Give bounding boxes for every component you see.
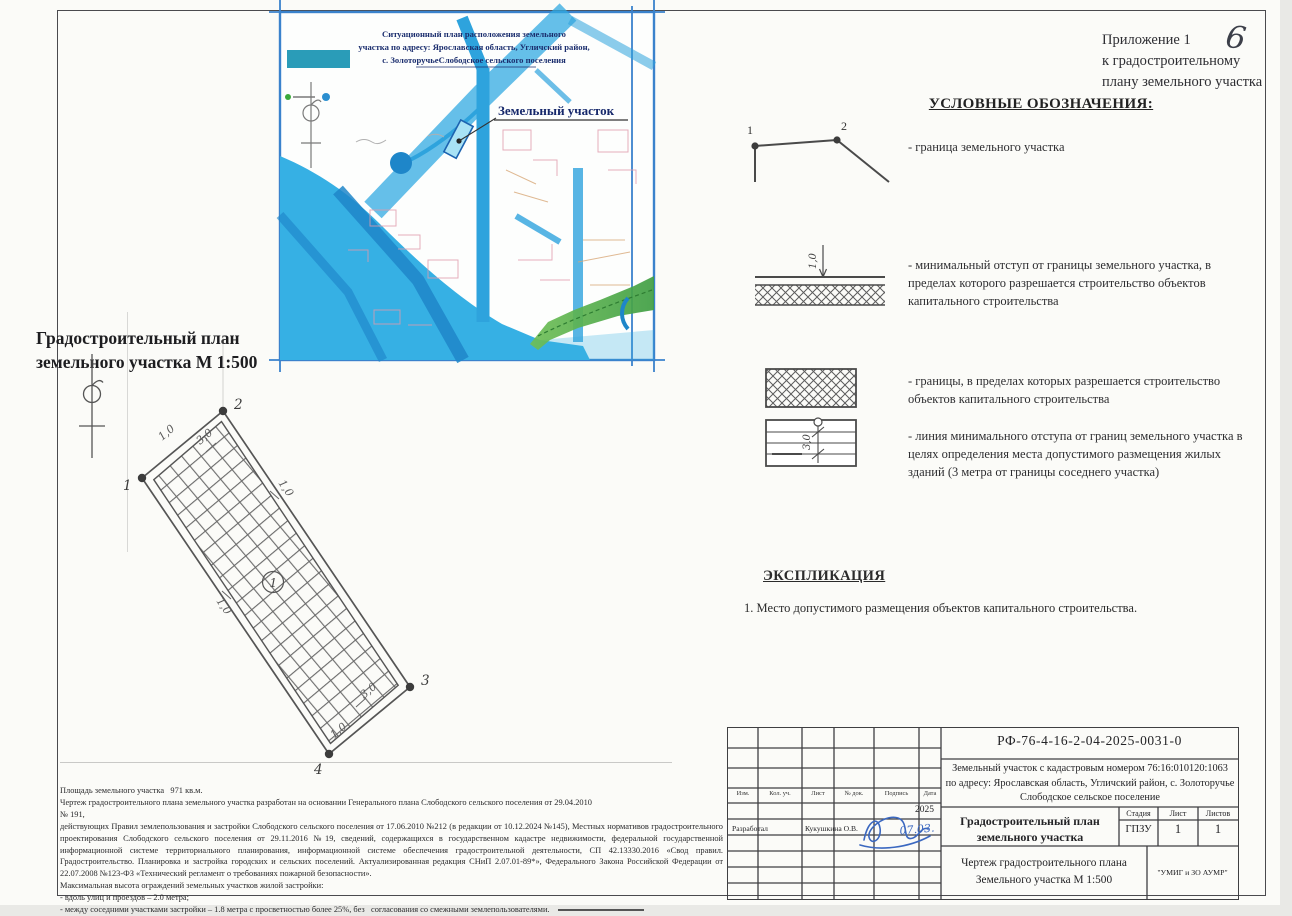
svg-text:с. ЗолоторучьеСлободское сельс: с. ЗолоторучьеСлободское сельского поселения <box>382 55 566 65</box>
plot-dim-top: 1,0 <box>155 422 178 444</box>
note-line: - между соседними участками застройки – 1.8 метра с просветностью более 25%, без согласования со смежными землепользователями. <box>60 904 723 916</box>
legend-item-offset-text: - линия минимального отступа от границ земельного участка в целях определения места допустимого размещения жилых зданий (3 метра от границы соседнего участка) <box>908 429 1243 479</box>
col-header-podpis: Подпись <box>884 790 909 797</box>
legend-point-2: 2 <box>841 119 847 133</box>
handwritten-page-mark: 6 <box>1223 18 1249 58</box>
note-line: Чертеж градостроительного плана земельного участка разработан на основании Генерального плана Слободского сельского поселения от 29.04.2010 <box>60 797 592 807</box>
developer-label: Разработал <box>732 824 768 833</box>
appendix-line: Приложение 1 <box>1102 32 1191 48</box>
svg-text:участка по адресу: Ярославска: участка по адресу: Ярославская область, Угличский район, <box>358 42 590 52</box>
plot-center-mark: 1 <box>269 576 278 590</box>
plot-dim-bottom-inner: 3,0 <box>357 680 380 702</box>
appendix-note <box>1102 30 1292 93</box>
plot-corner-label-3: 3 <box>421 673 430 689</box>
organization-name: "УМИГ и ЗО АУМР" <box>1157 868 1228 877</box>
legend-symbol-boundary <box>737 118 907 190</box>
note-line: Максимальная высота ограждений земельных участков жилой застройки: <box>60 881 324 891</box>
col-header-list: Лист <box>811 790 825 797</box>
map-title <box>358 29 589 65</box>
sheet-label: Лист <box>1169 809 1187 818</box>
svg-text:Ситуационный план расположения: Ситуационный план расположения земельного <box>382 29 566 39</box>
map-teal-box <box>287 50 350 68</box>
end-dash-mark <box>558 909 644 911</box>
appendix-line: к градостроительному <box>1102 53 1241 69</box>
title-block <box>727 727 1239 900</box>
notes-block <box>60 785 723 916</box>
explication-item: 1. Место допустимого размещения объектов капитального строительства. <box>744 601 1138 615</box>
map-pond <box>390 152 412 174</box>
document-title: Градостроительный план земельного участка <box>960 814 1100 844</box>
plot-dim-right: 1,0 <box>275 477 297 500</box>
situation-map-inset <box>278 10 656 362</box>
plot-corner-label-4: 4 <box>314 762 323 778</box>
document-number: РФ-76-4-16-2-04-2025-0031-0 <box>997 733 1182 748</box>
plot-dim-left: 1,0 <box>213 595 235 618</box>
map-plot-label: Земельный участок <box>498 103 615 118</box>
legend-symbol-setback <box>745 243 895 321</box>
drawing-title: Чертеж градостроительного плана Земельного участка М 1:500 <box>961 857 1127 886</box>
sheets-value: 1 <box>1214 822 1222 836</box>
legend-point-1: 1 <box>747 123 753 137</box>
legend-offset-dim: 3,0 <box>802 434 813 450</box>
stage-value: ГПЗУ <box>1125 824 1152 835</box>
sheet-value: 1 <box>1174 822 1182 836</box>
legend-header: УСЛОВНЫЕ ОБОЗНАЧЕНИЯ: <box>928 96 1154 112</box>
plot-drawing <box>110 395 450 785</box>
note-line: - вдоль улиц и проездов – 2.0 метра; <box>60 893 189 903</box>
col-header-izm: Изм. <box>736 790 750 797</box>
document-subject: Земельный участок с кадастровым номером 76:16:010120:1063 по адресу: Ярославская область, Угличский район, с. Золоторучье Слободское сельское поселение <box>945 763 1235 804</box>
stage-label: Стадия <box>1126 809 1151 818</box>
page-title: Градостроительный план земельного участка М 1:500 <box>36 328 258 372</box>
plot-corner-label-1: 1 <box>123 478 132 494</box>
col-header-dok: № док. <box>844 790 864 797</box>
note-line: Площадь земельного участка 971 кв.м. <box>60 786 203 795</box>
plot-dim-top-inner: 3,0 <box>193 426 216 448</box>
col-header-data: Дата <box>923 790 937 797</box>
note-paragraph: действующих Правил землепользования и застройки Слободского сельского поселения от 17.06.2010 №212 (в редакции от 10.12.2024 №145), Местных нормативов градостроительного проектирования Слободского сельского поселения от 29.11.2016 №19, сведений, содержащихся в государственном кадастре недвижимости, федеральной государственной информационной системе территориального планирования, информационной системе обеспечения градостроительной деятельности, СП 42.13330.2016 «Свод правил. Градостроительство. Планировка и застройка городских и сельских поселений. Актуализированная редакция СНиП 2.07.01-89*», Федерального Закона Российской Федерации от 22.07.2008 №123-ФЗ «Технический регламент о требованиях пожарной безопасности». <box>60 821 723 879</box>
signature-date: 07.03. <box>899 821 935 838</box>
developer-name: Кукушкина О.В. <box>805 824 858 833</box>
appendix-line: плану земельного участка <box>1102 74 1263 90</box>
legend-item-buildable-text: - границы, в пределах которых разрешается строительство объектов капитального строительства <box>908 374 1221 406</box>
legend-setback-dim: 1,0 <box>808 253 819 269</box>
year-value: 2025 <box>915 805 934 815</box>
explication-header: ЭКСПЛИКАЦИЯ <box>763 568 886 584</box>
plot-corner-label-2: 2 <box>234 397 243 413</box>
sheets-label: Листов <box>1205 809 1231 818</box>
legend-symbol-offset-line <box>764 418 860 470</box>
plot-dim-bottom: 1,0 <box>327 720 350 742</box>
legend-item-boundary-text: - граница земельного участка <box>908 140 1065 154</box>
col-header-kol: Кол. уч. <box>769 790 791 797</box>
note-line: № 191, <box>60 809 85 819</box>
legend-symbol-buildable-area <box>764 367 860 411</box>
legend-item-setback-text: - минимальный отступ от границы земельного участка, в пределах которого разрешается строительство объектов капитального строительства <box>908 258 1212 308</box>
